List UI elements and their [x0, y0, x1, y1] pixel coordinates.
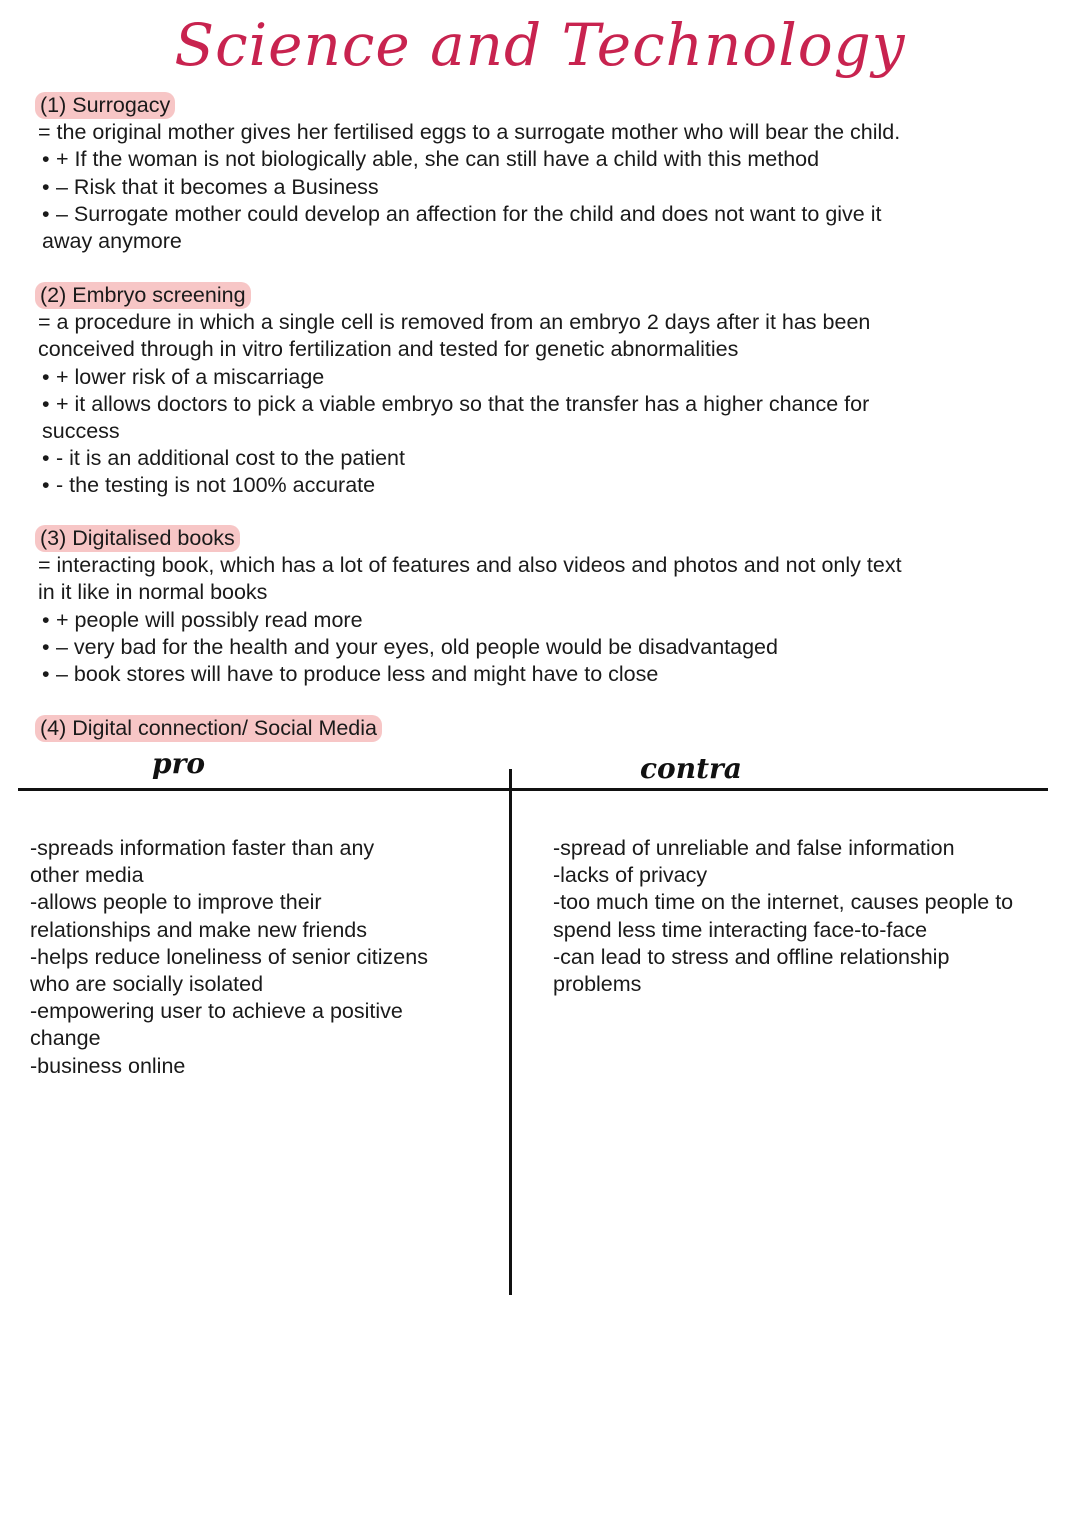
pro-line: other media — [30, 863, 144, 888]
pro-line: -allows people to improve their — [30, 890, 322, 915]
pro-line: relationships and make new friends — [30, 917, 368, 942]
pro-contra-table — [0, 747, 1080, 1300]
pro-line: -spreads information faster than any — [30, 836, 375, 860]
table-vertical-divider — [509, 769, 512, 1295]
point-continuation: away anymore — [42, 229, 182, 254]
definition-line: conceived through in vitro fertilization and tested for genetic abnormalities — [38, 337, 739, 362]
section-social-media — [38, 715, 1038, 742]
pro-line: -business online — [30, 1053, 186, 1078]
pro-line: who are socially isolated — [30, 972, 264, 997]
contra-line: -too much time on the internet, causes people to — [553, 890, 1014, 915]
section-surrogacy — [38, 92, 1038, 255]
contra-label: contra — [640, 752, 742, 785]
pro-line: change — [30, 1026, 101, 1051]
contra-line: -lacks of privacy — [553, 863, 708, 888]
point-line: • + people will possibly read more — [38, 607, 1038, 634]
point-line: • + lower risk of a miscarriage — [38, 364, 1038, 391]
definition-line: = a procedure in which a single cell is removed from an embryo 2 days after it has been — [38, 310, 871, 335]
contra-line: spend less time interacting face-to-face — [553, 917, 928, 942]
point-line: • – very bad for the health and your eyes, old people would be disadvantaged — [38, 634, 1038, 661]
section-heading: (1) Surrogacy — [35, 92, 175, 119]
page-title: Science and Technology — [174, 11, 906, 79]
pro-line: -helps reduce loneliness of senior citizens — [30, 944, 428, 969]
pro-label: pro — [152, 747, 206, 780]
point-line: • – Risk that it becomes a Business — [38, 174, 1038, 201]
contra-list — [553, 835, 1063, 998]
pro-list — [30, 835, 480, 1080]
contra-line: -spread of unreliable and false information — [553, 836, 955, 860]
pro-line: -empowering user to achieve a positive — [30, 999, 403, 1024]
definition-line: = interacting book, which has a lot of features and also videos and photos and not only text — [38, 553, 902, 578]
section-digitalised-books — [38, 525, 1038, 688]
point-continuation: success — [42, 419, 120, 444]
point-line: • - the testing is not 100% accurate — [38, 472, 1038, 499]
section-heading: (4) Digital connection/ Social Media — [35, 715, 382, 742]
section-embryo-screening — [38, 282, 1038, 500]
section-heading: (2) Embryo screening — [35, 282, 251, 309]
table-horizontal-divider — [18, 788, 1048, 791]
definition-line: = the original mother gives her fertilised eggs to a surrogate mother who will bear the child. — [38, 120, 901, 145]
point-line: • - it is an additional cost to the patient — [38, 445, 1038, 472]
contra-line: problems — [553, 972, 642, 997]
definition-line: in it like in normal books — [38, 580, 268, 605]
contra-line: -can lead to stress and offline relationship — [553, 944, 950, 969]
point-line: • – book stores will have to produce less and might have to close — [38, 661, 1038, 688]
point-line: • – Surrogate mother could develop an affection for the child and does not want to give it — [38, 201, 1038, 228]
point-line: • + If the woman is not biologically able, she can still have a child with this method — [38, 146, 1038, 173]
point-line: • + it allows doctors to pick a viable embryo so that the transfer has a higher chance for — [38, 391, 1038, 418]
section-heading: (3) Digitalised books — [35, 525, 240, 552]
